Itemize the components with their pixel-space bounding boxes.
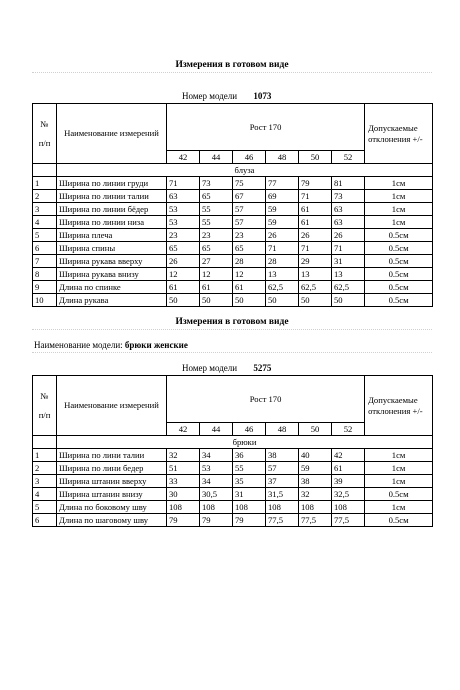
value-cell: 50 — [332, 294, 365, 307]
value-cell: 77,5 — [332, 514, 365, 527]
size-cell: 46 — [233, 151, 266, 164]
value-cell: 77,5 — [266, 514, 299, 527]
value-cell: 38 — [266, 449, 299, 462]
model-label: Номер модели — [182, 91, 238, 101]
measurement-name-cell: Длина рукава — [57, 294, 167, 307]
size-cell: 52 — [332, 151, 365, 164]
value-cell: 73 — [200, 177, 233, 190]
value-cell: 13 — [266, 268, 299, 281]
value-cell: 65 — [233, 242, 266, 255]
value-cell: 65 — [200, 190, 233, 203]
value-cell: 59 — [266, 216, 299, 229]
table-row — [33, 475, 433, 488]
row-number-cell: 6 — [33, 242, 57, 255]
value-cell: 108 — [299, 501, 332, 514]
measurement-name-cell: Ширина плеча — [57, 229, 167, 242]
value-cell: 81 — [332, 177, 365, 190]
value-cell: 65 — [167, 242, 200, 255]
size-cell: 44 — [200, 151, 233, 164]
table-row — [33, 242, 433, 255]
size-cell: 42 — [167, 423, 200, 436]
value-cell: 50 — [200, 294, 233, 307]
value-cell: 37 — [266, 475, 299, 488]
table-row — [33, 229, 433, 242]
value-cell: 13 — [332, 268, 365, 281]
value-cell: 55 — [200, 203, 233, 216]
table-header-row — [33, 104, 433, 151]
tolerance-header — [365, 376, 433, 436]
value-cell: 38 — [299, 475, 332, 488]
num-header-line1: № — [40, 118, 49, 129]
value-cell: 28 — [266, 255, 299, 268]
blank-row — [32, 329, 432, 338]
tolerance-cell: 0.5см — [365, 488, 433, 501]
num-header-line2: п/п — [38, 137, 51, 148]
model-name-line — [32, 338, 432, 352]
model-name-label: Наименование модели: — [34, 340, 123, 350]
tolerance-header — [365, 104, 433, 164]
value-cell: 108 — [266, 501, 299, 514]
value-cell: 29 — [299, 255, 332, 268]
table-row — [33, 268, 433, 281]
value-cell: 77 — [266, 177, 299, 190]
value-cell: 12 — [167, 268, 200, 281]
tolerance-cell: 1см — [365, 475, 433, 488]
value-cell: 55 — [233, 462, 266, 475]
measurement-name-cell: Ширина штанин вверху — [57, 475, 167, 488]
blank-row — [32, 352, 432, 361]
value-cell: 23 — [233, 229, 266, 242]
measurement-name-cell: Ширина по лини талии — [57, 449, 167, 462]
value-cell: 71 — [167, 177, 200, 190]
value-cell: 61 — [332, 462, 365, 475]
tolerance-cell: 1см — [365, 501, 433, 514]
tolerance-cell: 0.5см — [365, 255, 433, 268]
tolerance-cell: 1см — [365, 462, 433, 475]
value-cell: 57 — [233, 216, 266, 229]
value-cell: 71 — [299, 190, 332, 203]
measurement-sheet — [32, 58, 432, 527]
size-cell: 50 — [299, 423, 332, 436]
section1-table — [32, 103, 433, 307]
value-cell: 26 — [299, 229, 332, 242]
table-row — [33, 514, 433, 527]
measurement-name-cell: Длина по боковому шву — [57, 501, 167, 514]
value-cell: 50 — [299, 294, 332, 307]
value-cell: 31 — [332, 255, 365, 268]
value-cell: 31,5 — [266, 488, 299, 501]
tolerance-header-line1: Допускаемые — [368, 122, 418, 133]
value-cell: 53 — [167, 216, 200, 229]
measurement-name-cell: Ширина рукава вверху — [57, 255, 167, 268]
row-number-cell: 1 — [33, 449, 57, 462]
model-number: 5275 — [253, 363, 272, 373]
section2-title: Измерения в готовом виде — [175, 317, 289, 327]
value-cell: 75 — [233, 177, 266, 190]
measurement-name-cell: Ширина по линии груди — [57, 177, 167, 190]
measurement-name-cell: Ширина по лини бедер — [57, 462, 167, 475]
table-row — [33, 281, 433, 294]
value-cell: 59 — [266, 203, 299, 216]
measurement-name-cell: Ширина спины — [57, 242, 167, 255]
size-cell: 52 — [332, 423, 365, 436]
tolerance-cell: 0.5см — [365, 242, 433, 255]
value-cell: 12 — [233, 268, 266, 281]
value-cell: 26 — [332, 229, 365, 242]
blank-row — [32, 72, 432, 89]
value-cell: 26 — [266, 229, 299, 242]
section1-model-line — [32, 89, 432, 103]
value-cell: 61 — [167, 281, 200, 294]
group-blank-cell — [33, 436, 57, 449]
value-cell: 53 — [167, 203, 200, 216]
section2-model-line — [32, 361, 432, 375]
value-cell: 77,5 — [299, 514, 332, 527]
value-cell: 32 — [167, 449, 200, 462]
measurement-name-cell: Ширина рукава внизу — [57, 268, 167, 281]
section1-title: Измерения в готовом виде — [175, 60, 289, 70]
value-cell: 27 — [200, 255, 233, 268]
group-label: брюки — [57, 436, 433, 449]
value-cell: 55 — [200, 216, 233, 229]
value-cell: 40 — [299, 449, 332, 462]
num-header-line1: № — [40, 390, 49, 401]
value-cell: 34 — [200, 449, 233, 462]
num-header — [33, 104, 57, 164]
value-cell: 71 — [299, 242, 332, 255]
table-row — [33, 294, 433, 307]
height-header: Рост 170 — [167, 376, 365, 423]
row-number-cell: 10 — [33, 294, 57, 307]
table-row — [33, 501, 433, 514]
value-cell: 33 — [167, 475, 200, 488]
height-header: Рост 170 — [167, 104, 365, 151]
value-cell: 65 — [200, 242, 233, 255]
model-name-value: брюки женские — [124, 340, 188, 350]
table-row — [33, 255, 433, 268]
row-number-cell: 8 — [33, 268, 57, 281]
group-row — [33, 164, 433, 177]
value-cell: 79 — [233, 514, 266, 527]
value-cell: 36 — [233, 449, 266, 462]
value-cell: 69 — [266, 190, 299, 203]
table-row — [33, 462, 433, 475]
row-number-cell: 2 — [33, 190, 57, 203]
value-cell: 61 — [233, 281, 266, 294]
size-cell: 50 — [299, 151, 332, 164]
row-number-cell: 5 — [33, 229, 57, 242]
tolerance-cell: 0.5см — [365, 268, 433, 281]
value-cell: 62,5 — [332, 281, 365, 294]
value-cell: 63 — [332, 203, 365, 216]
value-cell: 50 — [266, 294, 299, 307]
size-cell: 48 — [266, 151, 299, 164]
tolerance-cell: 1см — [365, 449, 433, 462]
value-cell: 50 — [167, 294, 200, 307]
measurement-name-cell: Ширина по линии низа — [57, 216, 167, 229]
value-cell: 63 — [167, 190, 200, 203]
tolerance-header-line1: Допускаемые — [368, 394, 418, 405]
value-cell: 57 — [233, 203, 266, 216]
value-cell: 28 — [233, 255, 266, 268]
table-row — [33, 216, 433, 229]
value-cell: 79 — [167, 514, 200, 527]
value-cell: 50 — [233, 294, 266, 307]
value-cell: 63 — [332, 216, 365, 229]
row-number-cell: 4 — [33, 488, 57, 501]
row-number-cell: 3 — [33, 475, 57, 488]
measurement-name-cell: Ширина по линии бёдер — [57, 203, 167, 216]
measurement-name-cell: Ширина по линии талии — [57, 190, 167, 203]
value-cell: 57 — [266, 462, 299, 475]
group-label: блуза — [57, 164, 433, 177]
model-label: Номер модели — [182, 363, 238, 373]
size-cell: 48 — [266, 423, 299, 436]
model-number: 1073 — [253, 91, 272, 101]
value-cell: 71 — [266, 242, 299, 255]
table-row — [33, 488, 433, 501]
value-cell: 42 — [332, 449, 365, 462]
measurement-name-cell: Ширина штанин внизу — [57, 488, 167, 501]
value-cell: 23 — [167, 229, 200, 242]
tolerance-cell: 0.5см — [365, 229, 433, 242]
value-cell: 12 — [200, 268, 233, 281]
size-cell: 46 — [233, 423, 266, 436]
tolerance-cell: 0.5см — [365, 514, 433, 527]
value-cell: 61 — [299, 216, 332, 229]
table-header-row — [33, 376, 433, 423]
value-cell: 108 — [332, 501, 365, 514]
value-cell: 39 — [332, 475, 365, 488]
measurement-name-cell: Длина по шаговому шву — [57, 514, 167, 527]
table-row — [33, 190, 433, 203]
tolerance-cell: 1см — [365, 203, 433, 216]
value-cell: 26 — [167, 255, 200, 268]
num-header-line2: п/п — [38, 409, 51, 420]
tolerance-cell: 0.5см — [365, 281, 433, 294]
row-number-cell: 6 — [33, 514, 57, 527]
group-row — [33, 436, 433, 449]
row-number-cell: 1 — [33, 177, 57, 190]
value-cell: 108 — [200, 501, 233, 514]
row-number-cell: 5 — [33, 501, 57, 514]
tolerance-cell: 0.5см — [365, 294, 433, 307]
value-cell: 23 — [200, 229, 233, 242]
name-header: Наименование измерений — [57, 376, 167, 436]
row-number-cell: 3 — [33, 203, 57, 216]
value-cell: 53 — [200, 462, 233, 475]
value-cell: 71 — [332, 242, 365, 255]
value-cell: 59 — [299, 462, 332, 475]
row-number-cell: 4 — [33, 216, 57, 229]
value-cell: 67 — [233, 190, 266, 203]
value-cell: 31 — [233, 488, 266, 501]
value-cell: 61 — [299, 203, 332, 216]
value-cell: 51 — [167, 462, 200, 475]
num-header — [33, 376, 57, 436]
value-cell: 73 — [332, 190, 365, 203]
name-header: Наименование измерений — [57, 104, 167, 164]
row-number-cell: 9 — [33, 281, 57, 294]
value-cell: 32,5 — [332, 488, 365, 501]
value-cell: 30,5 — [200, 488, 233, 501]
value-cell: 34 — [200, 475, 233, 488]
tolerance-header-line2: отклонения +/- — [368, 133, 423, 144]
size-cell: 44 — [200, 423, 233, 436]
tolerance-cell: 1см — [365, 190, 433, 203]
value-cell: 108 — [233, 501, 266, 514]
size-cell: 42 — [167, 151, 200, 164]
row-number-cell: 7 — [33, 255, 57, 268]
table-row — [33, 203, 433, 216]
value-cell: 62,5 — [299, 281, 332, 294]
tolerance-cell: 1см — [365, 216, 433, 229]
value-cell: 35 — [233, 475, 266, 488]
value-cell: 79 — [299, 177, 332, 190]
value-cell: 61 — [200, 281, 233, 294]
value-cell: 13 — [299, 268, 332, 281]
table-row — [33, 449, 433, 462]
value-cell: 108 — [167, 501, 200, 514]
value-cell: 30 — [167, 488, 200, 501]
value-cell: 62,5 — [266, 281, 299, 294]
section2-table — [32, 375, 433, 527]
row-number-cell: 2 — [33, 462, 57, 475]
measurement-name-cell: Длина по спинке — [57, 281, 167, 294]
group-blank-cell — [33, 164, 57, 177]
tolerance-cell: 1см — [365, 177, 433, 190]
table-row — [33, 177, 433, 190]
value-cell: 32 — [299, 488, 332, 501]
tolerance-header-line2: отклонения +/- — [368, 405, 423, 416]
value-cell: 79 — [200, 514, 233, 527]
